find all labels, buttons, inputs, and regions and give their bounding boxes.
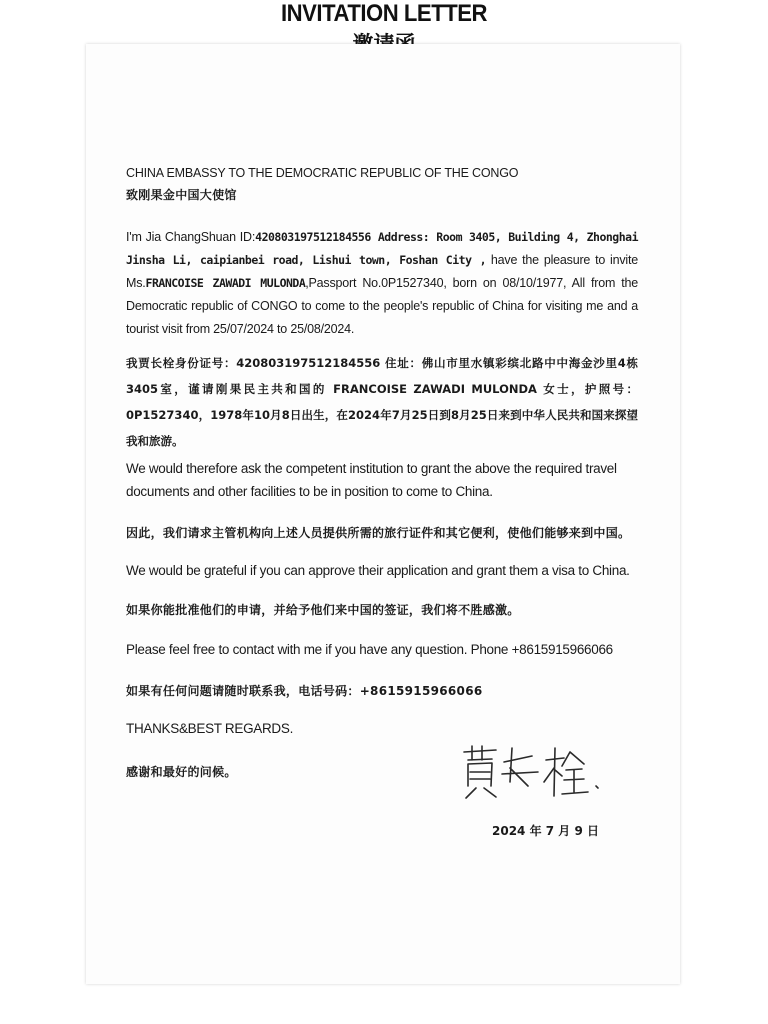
letter-page <box>86 44 680 984</box>
letter-title-english: INVITATION LETTER <box>280 0 488 27</box>
intro-text-5: ,Passport No.0P1527340, born on 08/10/1977, All from the Democratic republic of CONGO to come to the people's republic of China for visiting me and a tourist visit from 25/07/2024 to 25/08/2024. <box>126 276 638 336</box>
invitee-name: FRANCOISE ZAWADI MULONDA <box>145 276 306 290</box>
intro-paragraph-english <box>126 226 638 341</box>
contact-chinese: 如果有任何问题请随时联系我，电话号码：+8615915966066 <box>126 684 483 698</box>
closing-english: THANKS&BEST REGARDS. <box>126 721 294 736</box>
intro-text-3: have the pleasure to invite Ms. <box>126 253 638 290</box>
request-english-line-1: We would therefore ask the competent institution to grant the above the required travel <box>126 461 617 476</box>
recipient-chinese: 致刚果金中国大使馆 <box>126 188 237 202</box>
letter-date: 2024 年 7 月 9 日 <box>492 824 599 838</box>
grateful-chinese: 如果你能批准他们的申请，并给予他们来中国的签证，我们将不胜感激。 <box>126 603 520 617</box>
handwritten-signature <box>458 742 608 802</box>
request-english-line-2: documents and other facilities to be in position to come to China. <box>126 484 493 499</box>
intro-text-2: 420803197512184556 Address: Room 3405, Building 4, Zhonghai Jinsha Li, caipianbei road, Lishui town, Foshan City , <box>126 230 638 267</box>
recipient-english: CHINA EMBASSY TO THE DEMOCRATIC REPUBLIC OF THE CONGO <box>126 166 519 180</box>
intro-paragraph-chinese: 我贾长栓身份证号：420803197512184556 住址：佛山市里水镇彩缤北路中中海金沙里4栋3405室，谨请刚果民主共和国的 FRANCOISE ZAWADI MULONDA 女士，护照号：0P1527340，1978年10月8日出生，在2024年7月25日到8月25日来到中华人民共和国来探望我和旅游。 <box>126 356 638 448</box>
contact-english: Please feel free to contact with me if you have any question. Phone +8615915966066 <box>126 642 613 657</box>
intro-text-1: I'm Jia ChangShuan ID: <box>126 230 256 244</box>
request-chinese: 因此，我们请求主管机构向上述人员提供所需的旅行证件和其它便利，使他们能够来到中国。 <box>126 526 631 540</box>
closing-chinese: 感谢和最好的问候。 <box>126 765 237 779</box>
grateful-english: We would be grateful if you can approve their application and grant them a visa to China. <box>126 563 630 578</box>
